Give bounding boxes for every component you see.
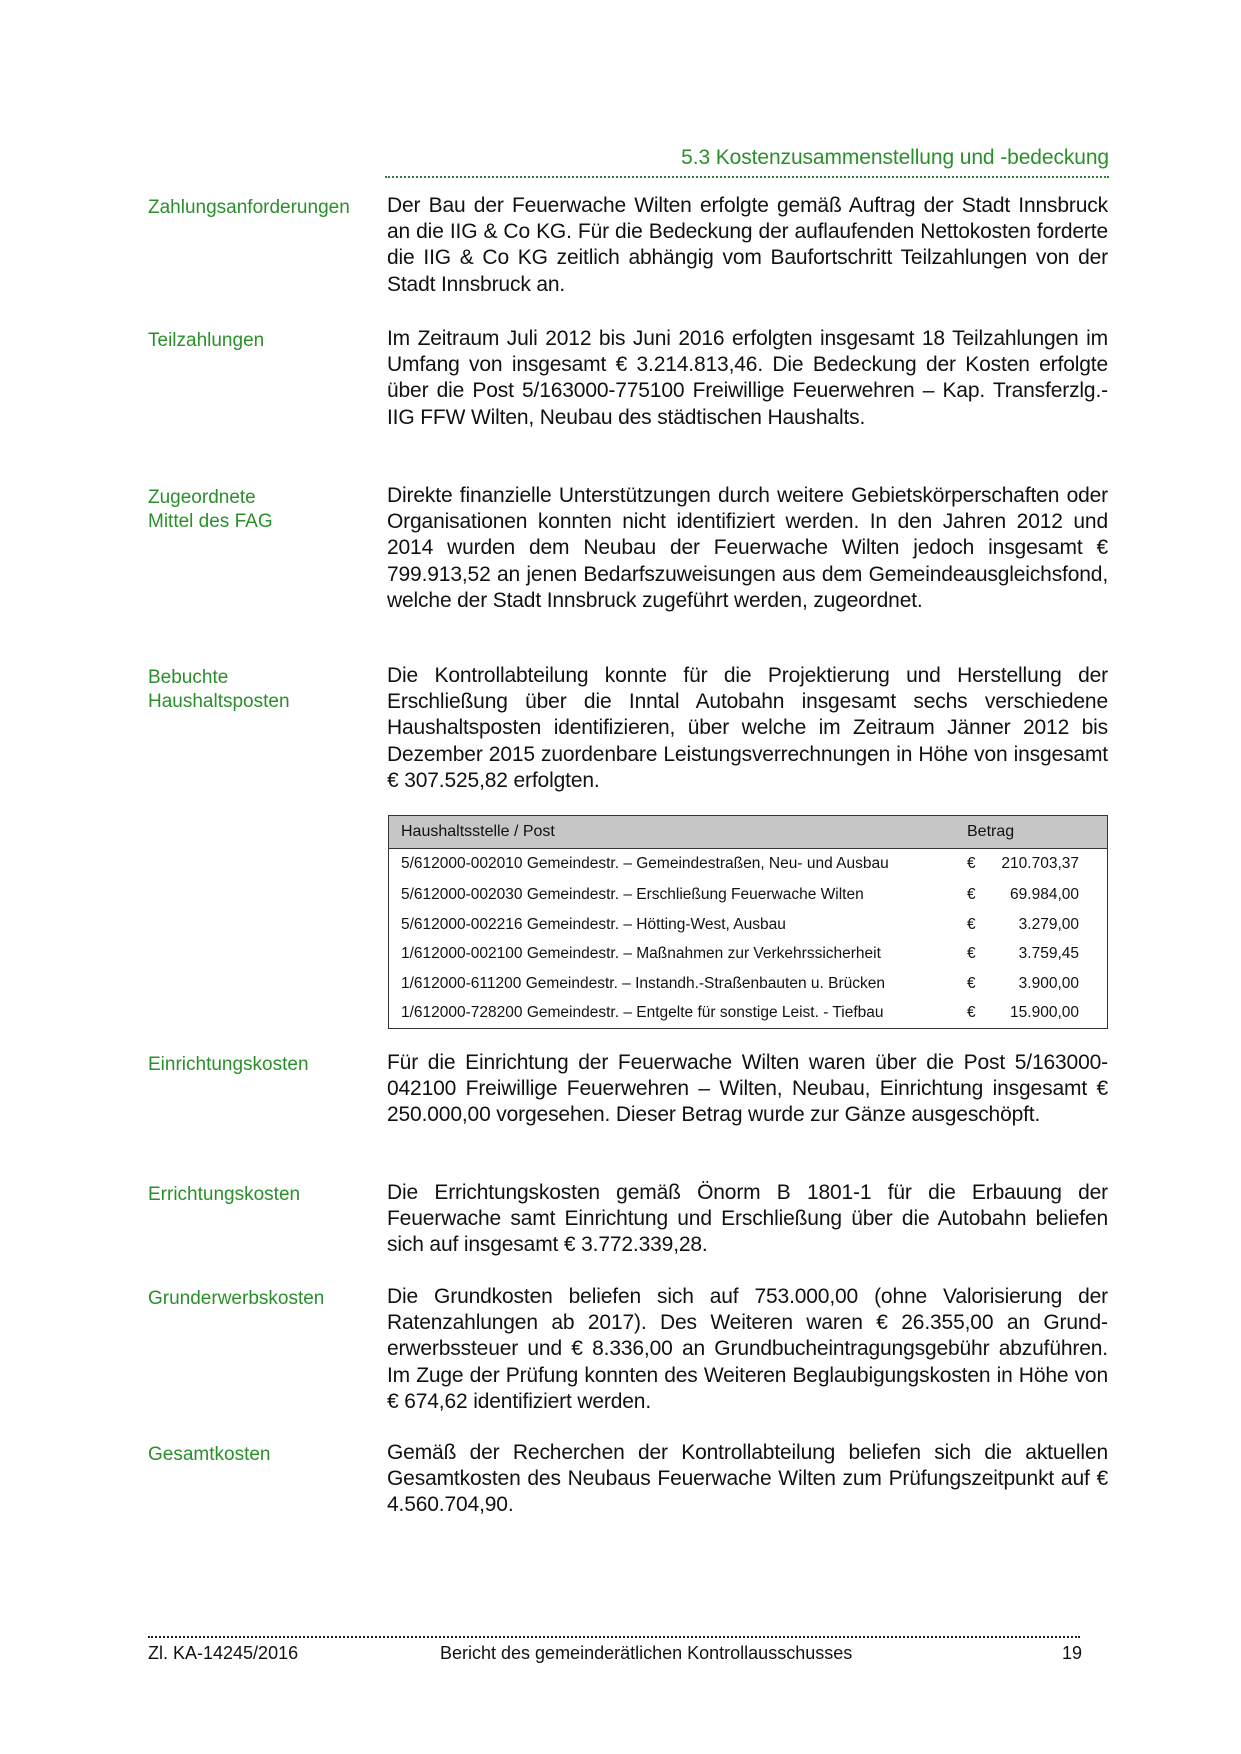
footer-report-title: Bericht des gemeinderätlichen Kontrollausschusses — [440, 1643, 853, 1663]
column-header-post: Haushaltsstelle / Post — [389, 816, 960, 849]
paragraph-bebuchte-haushaltsposten: Die Kontrollabteilung konnte für die Projektierung und Herstellung der Erschließung über die Inntal Autobahn insgesamt sechs verschiedene Haushaltsposten identifizieren, über welche im Zeitraum Jänner 2012 bis Dezember 2015 zuordenbare Leistungsverrechnungen in Höhe von insgesamt € 307.525,82 erfolgten. — [387, 664, 1108, 792]
cell-amount: 3.759,45 — [1018, 945, 1079, 963]
cell-post: 5/612000-002030 Gemeindestr. – Erschließung Feuerwache Wilten — [401, 886, 864, 904]
table-header-row — [389, 816, 1108, 849]
table-row — [389, 849, 1108, 879]
cell-post: 1/612000-728200 Gemeindestr. – Entgelte für sonstige Leist. - Tiefbau — [401, 1004, 884, 1022]
margin-label-grunderwerbskosten: Grunderwerbskosten — [148, 1288, 325, 1309]
margin-label-teilzahlungen: Teilzahlungen — [148, 330, 265, 351]
paragraph-errichtungskosten: Die Errichtungskosten gemäß Önorm B 1801-1 für die Erbauung der Feuerwache samt Einrichtung und Erschließung über die Autobahn beliefen sich auf insgesamt € 3.772.339,28. — [387, 1181, 1108, 1257]
margin-label-line: Haushaltsposten — [148, 691, 290, 712]
margin-label-errichtungskosten: Errichtungskosten — [148, 1184, 301, 1205]
footer-divider — [148, 1636, 1080, 1638]
table-row — [389, 910, 1108, 940]
margin-label-line: Mittel des FAG — [148, 511, 273, 532]
budget-posts-table — [388, 815, 1108, 1029]
margin-label-zugeordnete-mittel — [148, 486, 378, 534]
cell-currency: € — [967, 974, 976, 992]
section-title: 5.3 Kostenzusammenstellung und -bedeckung — [681, 146, 1109, 169]
cell-currency: € — [967, 854, 976, 872]
paragraph-zugeordnete-mittel: Direkte finanzielle Unterstützungen durch weitere Gebietskörperschaften oder Organisationen konnten nicht identifiziert werden. In den Jahren 2012 und 2014 wurden dem Neubau der Feuerwache Wilten jedoch insgesamt € 799.913,52 an jenen Bedarfszuweisungen aus dem Gemeindeausgleichsfond, welche der Stadt Innsbruck zugeführt werden, zugeordnet. — [387, 484, 1108, 612]
margin-label-bebuchte-haushaltsposten — [148, 666, 378, 714]
section-divider — [385, 176, 1109, 178]
cell-currency: € — [967, 945, 976, 963]
cell-post: 1/612000-611200 Gemeindestr. – Instandh.-Straßenbauten u. Brücken — [401, 974, 885, 992]
paragraph-zahlungsanforderungen: Der Bau der Feuerwache Wilten erfolgte gemäß Auftrag der Stadt Innsbruck an die IIG & Co KG. Für die Bedeckung der auflaufenden Nettokosten forderte die IIG & Co KG zeitlich abhängig vom Baufortschritt Teilzahlungen von der Stadt Innsbruck an. — [387, 194, 1108, 296]
table-row — [389, 999, 1108, 1029]
table-row — [389, 969, 1108, 999]
column-header-amount: Betrag — [959, 816, 1108, 849]
margin-label-gesamtkosten: Gesamtkosten — [148, 1444, 271, 1465]
cell-post: 1/612000-002100 Gemeindestr. – Maßnahmen zur Verkehrssicherheit — [401, 945, 881, 963]
cell-currency: € — [967, 1004, 976, 1022]
cell-currency: € — [967, 886, 976, 904]
table-row — [389, 879, 1108, 911]
margin-label-line: Bebuchte — [148, 667, 229, 688]
margin-label-einrichtungskosten: Einrichtungskosten — [148, 1054, 309, 1075]
cell-amount: 15.900,00 — [1010, 1004, 1079, 1022]
cell-amount: 69.984,00 — [1010, 886, 1079, 904]
cell-post: 5/612000-002216 Gemeindestr. – Hötting-West, Ausbau — [401, 915, 786, 933]
page-number: 19 — [1062, 1643, 1083, 1663]
paragraph-grunderwerbskosten: Die Grundkosten beliefen sich auf 753.000,00 (ohne Valorisierung der Ratenzahlungen ab 2017). Des Weiteren waren € 26.355,00 an Grunderwerbssteuer und € 8.336,00 an Grundbucheintragungsgebühr abzuführen. Im Zuge der Prüfung konnten des Weiteren Beglaubigungskosten in Höhe von € 674,62 identifiziert werden. — [387, 1285, 1108, 1413]
margin-label-line: Zugeordnete — [148, 487, 256, 508]
paragraph-gesamtkosten: Gemäß der Recherchen der Kontrollabteilung beliefen sich die aktuellen Gesamtkosten des Neubaus Feuerwache Wilten zum Prüfungszeitpunkt auf € 4.560.704,90. — [387, 1441, 1108, 1517]
cell-amount: 3.900,00 — [1018, 974, 1079, 992]
cell-currency: € — [967, 915, 976, 933]
cell-amount: 3.279,00 — [1018, 915, 1079, 933]
footer-reference: Zl. KA-14245/2016 — [148, 1643, 299, 1663]
cell-post: 5/612000-002010 Gemeindestr. – Gemeindestraßen, Neu- und Ausbau — [401, 854, 889, 872]
cell-amount: 210.703,37 — [1001, 854, 1079, 872]
paragraph-einrichtungskosten: Für die Einrichtung der Feuerwache Wilten waren über die Post 5/163000-042100 Freiwillige Feuerwehren – Wilten, Neubau, Einrichtung insgesamt € 250.000,00 vorgesehen. Dieser Betrag wurde zur Gänze ausgeschöpft. — [387, 1051, 1108, 1127]
margin-label-zahlungsanforderungen: Zahlungsanforderungen — [148, 197, 350, 218]
paragraph-teilzahlungen: Im Zeitraum Juli 2012 bis Juni 2016 erfolgten insgesamt 18 Teilzahlungen im Umfang von insgesamt € 3.214.813,46. Die Bedeckung der Kosten erfolgte über die Post 5/163000-775100 Freiwillige Feuerwehren – Kap. Transferzlg.-IIG FFW Wilten, Neubau des städtischen Haushalts. — [387, 327, 1108, 429]
table-row — [389, 940, 1108, 970]
